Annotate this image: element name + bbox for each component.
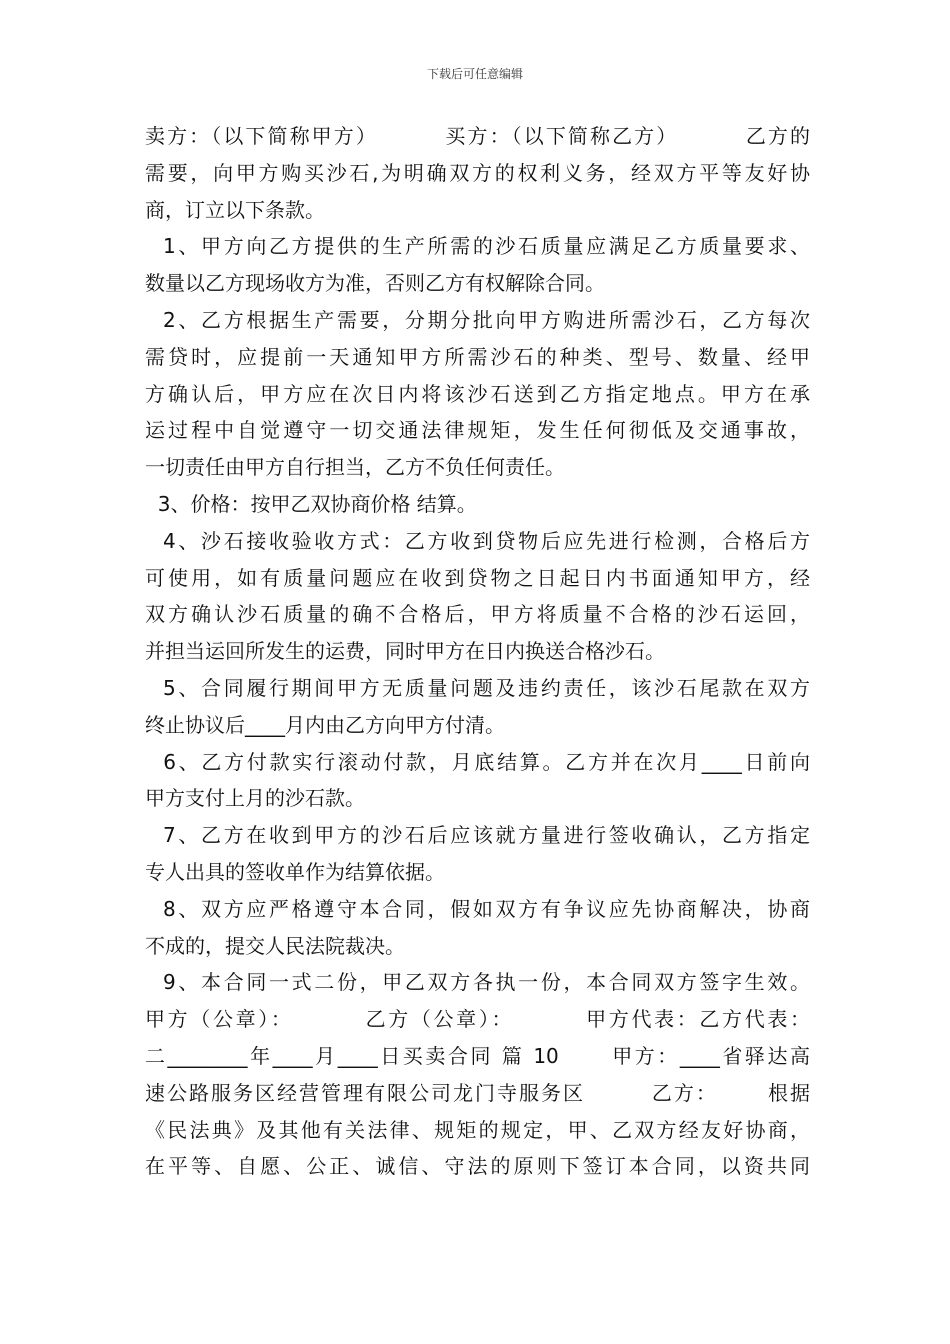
text-line: 专人出具的签收单作为结算依据。 [145,859,445,884]
text-line: 5、合同履行期间甲方无质量问题及违约责任，该沙石尾款在双方 [145,675,810,700]
text-line: 需贷时，应提前一天通知甲方所需沙石的种类、型号、数量、经甲 [145,344,810,369]
text-line: 不成的，提交人民法院裁决。 [145,933,405,958]
text-line: 二________年____月____日买卖合同 篇 10 甲方：____省驿达高 [145,1043,810,1068]
text-line: 8、双方应严格遵守本合同，假如双方有争议应先协商解决，协商 [145,896,810,921]
text-line: 一切责任由甲方自行担当，乙方不负任何责任。 [145,455,565,480]
text-line: 并担当运回所发生的运费，同时甲方在日内换送合格沙石。 [145,639,665,664]
text-line: 卖方：（以下简称甲方） 买方：（以下简称乙方） 乙方的 [145,124,810,148]
text-line: 可使用，如有质量问题应在收到贷物之日起日内书面通知甲方，经 [145,565,810,590]
text-line: 双方确认沙石质量的确不合格后，甲方将质量不合格的沙石运回， [145,602,810,627]
text-line: 7、乙方在收到甲方的沙石后应该就方量进行签收确认，乙方指定 [145,823,810,848]
text-line: 1、甲方向乙方提供的生产所需的沙石质量应满足乙方质量要求、 [145,234,810,259]
text-line: 终止协议后____月内由乙方向甲方付清。 [145,712,505,737]
text-line: 4、沙石接收验收方式：乙方收到贷物后应先进行检测，合格后方 [145,528,810,553]
text-line: 9、本合同一式二份，甲乙双方各执一份，本合同双方签字生效。 [145,970,810,995]
text-line: 速公路服务区经营管理有限公司龙门寺服务区 乙方： 根据 [145,1080,810,1105]
text-line: 2、乙方根据生产需要，分期分批向甲方购进所需沙石，乙方每次 [145,307,810,332]
text-line: 在平等、自愿、公正、诚信、守法的原则下签订本合同，以资共同 [145,1154,810,1179]
text-line: 3、价格：按甲乙双协商价格 结算。 [145,491,477,516]
text-line: 方确认后，甲方应在次日内将该沙石送到乙方指定地点。甲方在承 [145,381,810,406]
text-line: 数量以乙方现场收方为准，否则乙方有权解除合同。 [145,271,605,296]
text-line: 《民法典》及其他有关法律、规矩的规定，甲、乙双方经友好协商， [145,1117,810,1142]
text-line: 甲方支付上月的沙石款。 [145,786,365,811]
text-line: 需要，向甲方购买沙石,为明确双方的权利义务，经双方平等友好协 [145,160,810,185]
page-header: 下载后可任意编辑 [426,67,523,81]
text-line: 甲方（公章）： 乙方（公章）： 甲方代表：乙方代表： [145,1007,810,1032]
text-line: 商，订立以下条款。 [145,197,325,222]
document-body [145,118,810,1185]
text-line: 运过程中自觉遵守一切交通法律规矩，发生任何彻低及交通事故， [145,418,810,443]
text-line: 6、乙方付款实行滚动付款，月底结算。乙方并在次月____日前向 [145,749,810,774]
